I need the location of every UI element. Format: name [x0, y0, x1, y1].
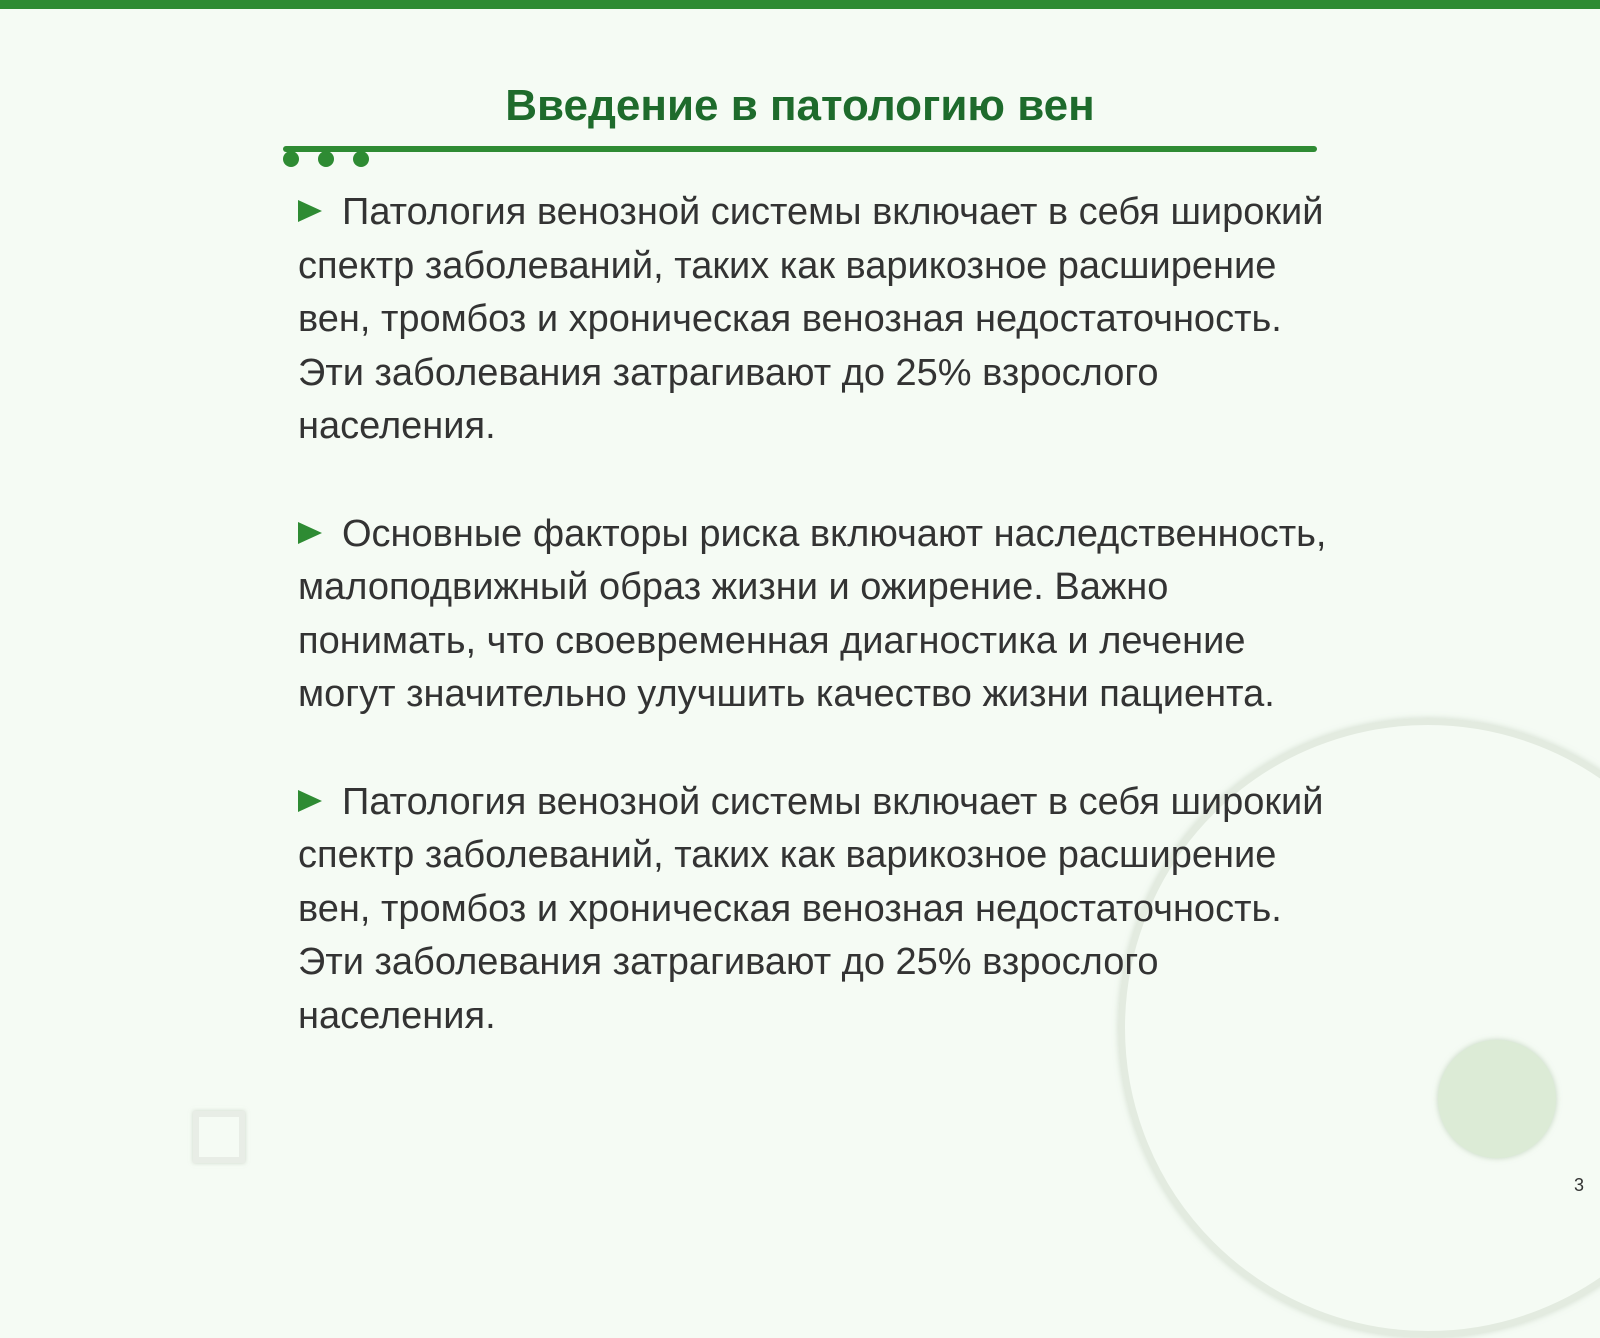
bullet-text: Основные факторы риска включают наследственность, малоподвижный образ жизни и ожирение. Важно понимать, что своевременная диагностика и лечение могут значительно улучшить качество жизни пациента.: [298, 512, 1327, 715]
page-number: 3: [1573, 1175, 1584, 1195]
bullet-item-3: [298, 776, 1328, 1044]
top-accent-bar: [0, 0, 1600, 9]
underline-dot-1: [283, 151, 299, 167]
bullet-triangle-icon: [298, 200, 322, 222]
decorative-square: [193, 1111, 245, 1163]
bullet-text: Патология венозной системы включает в себя широкий спектр заболеваний, таких как варикозное расширение вен, тромбоз и хроническая венозная недостаточность. Эти заболевания затрагивают до 25% взрослого населения.: [298, 780, 1324, 1037]
bullet-item-1: [298, 186, 1328, 454]
title-underline: [283, 146, 1317, 152]
slide-body: [298, 186, 1328, 1097]
bullet-triangle-icon: [298, 522, 322, 544]
underline-dot-3: [353, 151, 369, 167]
bullet-triangle-icon: [298, 790, 322, 812]
bullet-item-2: [298, 508, 1328, 722]
decorative-disc: [1438, 1040, 1556, 1158]
bullet-text: Патология венозной системы включает в себя широкий спектр заболеваний, таких как варикозное расширение вен, тромбоз и хроническая венозная недостаточность. Эти заболевания затрагивают до 25% взрослого населения.: [298, 191, 1324, 447]
slide-title: Введение в патологию вен: [505, 81, 1095, 130]
underline-dot-2: [318, 151, 334, 167]
